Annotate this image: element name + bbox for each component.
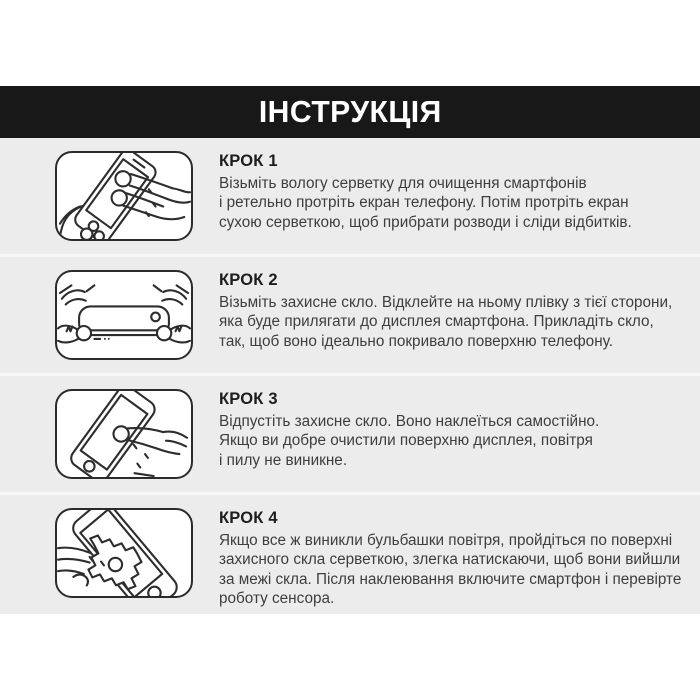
step-1-body: Візьміть вологу серветку для очищення смартфонів і ретельно протріть екран телефону. Потім протріть екран сухою серветкою, щоб прибрати розводи і сліди відбитків.: [219, 175, 632, 231]
step-row-2: [0, 257, 700, 376]
step-3-body: Відпустіть захисне скло. Воно наклеїться самостійно. Якщо ви добре очистили поверхню дисплея, повітря і пилу не виникне.: [219, 413, 600, 469]
step-1-illustration-box: [55, 151, 193, 241]
cloth-smoothing-icon: [57, 510, 191, 596]
press-glass-icon: [57, 391, 191, 477]
top-margin: [0, 0, 700, 86]
step-1-text-block: [219, 151, 632, 232]
step-2-body: Візьміть захисне скло. Відклейте на ньому плівку з тієї сторони, яка буде прилягати до дисплея смартфона. Прикладіть скло, так, щоб воно ідеально покривало поверхню телефону.: [219, 294, 673, 350]
step-4-text-block: [219, 508, 681, 609]
step-4-heading: КРОК 4: [219, 509, 278, 527]
header-bar: [0, 86, 700, 138]
step-2-heading: КРОК 2: [219, 271, 278, 289]
step-row-4: [0, 495, 700, 614]
wipe-phone-icon: [57, 153, 191, 239]
step-3-text-block: [219, 389, 599, 470]
page-title: ІНСТРУКЦІЯ: [258, 94, 442, 129]
step-1-heading: КРОК 1: [219, 152, 278, 170]
step-2-text-block: [219, 270, 672, 351]
step-row-3: [0, 376, 700, 495]
step-2-illustration-box: [55, 270, 193, 360]
step-row-1: [0, 138, 700, 257]
bottom-margin: [0, 614, 700, 700]
step-3-illustration-box: [55, 389, 193, 479]
steps-list: [0, 138, 700, 614]
step-4-body: Якщо все ж виникли бульбашки повітря, пройдіться по поверхні захисного скла серветкою, злегка натискаючи, щоб вони вийшли за межі скла. Після наклеювання включите смартфон і перевірте роботу сенсора.: [219, 532, 682, 608]
step-3-heading: КРОК 3: [219, 390, 278, 408]
step-4-illustration-box: [55, 508, 193, 598]
align-glass-icon: [57, 272, 191, 358]
